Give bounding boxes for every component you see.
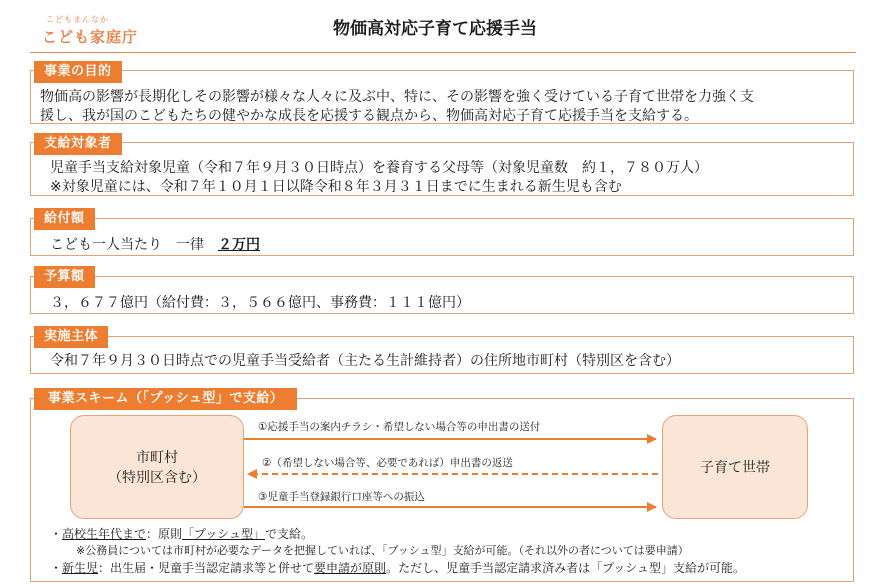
note-text: ：出生届・児童手当認定請求等と併せて [98, 561, 315, 575]
household-name: 子育て世帯 [700, 460, 770, 476]
page-title: 物価高対応子育て応援手当 [333, 19, 537, 39]
note-text: ：原則 [146, 527, 183, 541]
note-highlight: 「プッシュ型」 [182, 527, 265, 541]
implementer-text: 令和７年９月３０日時点での児童手当受給者（主たる生計維持者）の住所地市町村（特別区を含む） [50, 353, 680, 369]
logo-text: こども家庭庁 [42, 28, 139, 46]
scheme-note-1 [50, 525, 313, 542]
amount-label: 給付額 [34, 208, 95, 230]
note-highlight: 要申請が原則 [314, 561, 387, 575]
target-text-line1: 児童手当支給対象児童（令和７年９月３０日時点）を養育する父母等（対象児童数 約１，７８０万人） [50, 160, 708, 176]
amount-value: ２万円 [218, 237, 260, 253]
note-text: で支給。 [264, 527, 313, 541]
note-text: 。ただし、児童手当認定請求済み者は「プッシュ型」支給が可能。 [386, 561, 745, 575]
note-bullet: ・ [50, 527, 63, 541]
purpose-text-line2: 援し、我が国のこどもたちの健やかな成長を応援する観点から、物価高対応子育て応援手当を支給する。 [40, 108, 698, 124]
implementer-label: 実施主体 [34, 326, 108, 348]
note-bullet: ・ [50, 561, 63, 575]
purpose-text-line1: 物価高の影響が長期化しその影響が様々な人々に及ぶ中、特に、その影響を強く受けている子育て世帯を力強く支 [40, 89, 754, 105]
scheme-note-3 [50, 559, 745, 576]
scheme-note-2: ※公務員については市町村が必要なデータを把握していれば、「プッシュ型」支給が可能。（それ以外の者については要申請） [76, 544, 689, 557]
municipality-name: 市町村 [136, 450, 178, 466]
note-highlight: 新生児 [62, 561, 99, 575]
municipality-sub: （特別区含む） [108, 470, 206, 486]
budget-text: ３，６７７億円（給付費：３，５６６億円、事務費：１１１億円） [50, 295, 470, 311]
target-label: 支給対象者 [34, 133, 122, 155]
scheme-label: 事業スキーム（「プッシュ型」で支給） [34, 388, 297, 410]
target-text-line2: ※対象児童には、令和７年１０月１日以降令和８年３月３１日までに生まれる新生児も含む [50, 179, 622, 195]
logo-tagline: こどもまんなか [46, 15, 109, 24]
budget-label: 予算額 [34, 266, 95, 288]
flow-label-2: ②（希望しない場合等、必要であれば）申出書の返送 [262, 457, 513, 469]
flow-label-3: ③児童手当登録銀行口座等への振込 [258, 491, 425, 503]
flow-label-1: ①応援手当の案内チラシ・希望しない場合等の申出書の送付 [258, 421, 541, 433]
note-highlight: 高校生年代まで [62, 527, 147, 541]
purpose-label: 事業の目的 [34, 61, 122, 83]
amount-prefix: こども一人当たり 一律 [50, 237, 218, 253]
